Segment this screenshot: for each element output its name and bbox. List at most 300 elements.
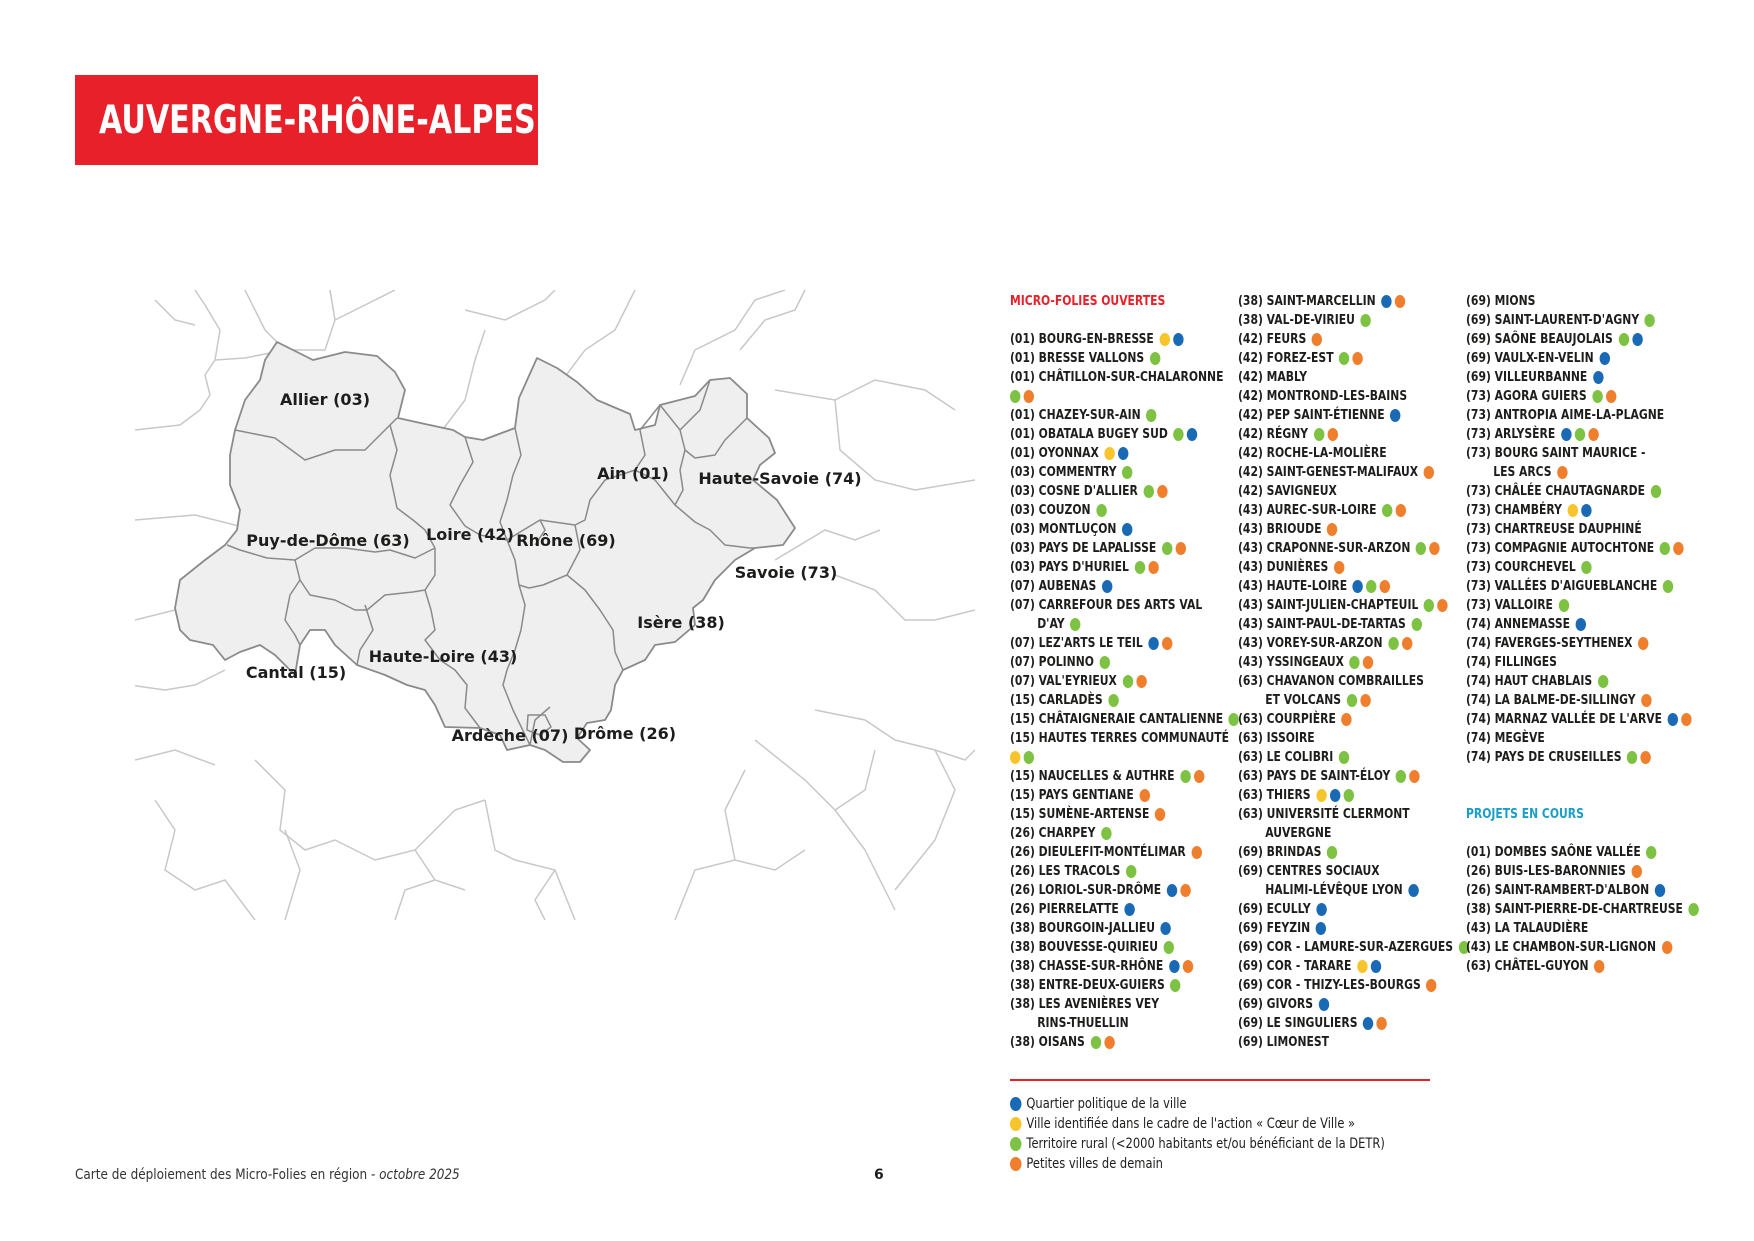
label-savoie: Savoie (73) xyxy=(734,563,838,582)
entry-label: (73) COURCHEVEL xyxy=(1466,559,1576,575)
status-dot-orange-icon xyxy=(1182,960,1192,973)
micro-folie-entry xyxy=(1466,463,1658,482)
status-dot-green-icon xyxy=(1090,1036,1100,1049)
entry-label: (42) FEURS xyxy=(1238,331,1307,347)
status-dot-green-icon xyxy=(1024,751,1034,764)
entry-label: (63) THIERS xyxy=(1238,787,1311,803)
status-dot-green-icon xyxy=(1343,789,1353,802)
entry-label: (01) CHÂTILLON-SUR-CHALARONNE xyxy=(1010,369,1224,385)
micro-folie-entry xyxy=(1238,653,1430,672)
status-dot-blue-icon xyxy=(1632,333,1642,346)
entry-label: (42) FOREZ-EST xyxy=(1238,350,1334,366)
micro-folie-entry xyxy=(1466,862,1658,881)
entry-label: (63) COURPIÈRE xyxy=(1238,711,1336,727)
entry-label: (43) SAINT-PAUL-DE-TARTAS xyxy=(1238,616,1406,632)
status-dot-green-icon xyxy=(1598,675,1608,688)
entry-label: (38) CHASSE-SUR-RHÔNE xyxy=(1010,958,1164,974)
micro-folie-entry xyxy=(1238,330,1430,349)
status-dot-orange-icon xyxy=(1438,599,1448,612)
status-dot-yellow-icon xyxy=(1104,447,1114,460)
status-dot-green-icon xyxy=(1581,561,1591,574)
status-dot-orange-icon xyxy=(1136,675,1146,688)
entry-label: (43) BRIOUDE xyxy=(1238,521,1322,537)
micro-folie-entry xyxy=(1010,501,1202,520)
micro-folie-entry xyxy=(1466,330,1658,349)
micro-folie-entry xyxy=(1238,995,1430,1014)
micro-folie-entry xyxy=(1010,406,1202,425)
status-dot-green-icon xyxy=(1350,656,1360,669)
status-dot-orange-icon xyxy=(1377,1017,1387,1030)
spacer xyxy=(1466,824,1706,843)
entry-label: LES ARCS xyxy=(1493,464,1552,480)
legend-dot-blue-icon xyxy=(1010,1097,1021,1111)
status-dot-green-icon xyxy=(1162,542,1172,555)
micro-folie-entry xyxy=(1238,862,1430,881)
micro-folie-entry xyxy=(1466,729,1658,748)
entry-label: (07) CARREFOUR DES ARTS VAL xyxy=(1010,597,1203,613)
status-dot-orange-icon xyxy=(1426,979,1436,992)
status-dot-blue-icon xyxy=(1316,903,1326,916)
status-dot-green-icon xyxy=(1096,504,1106,517)
micro-folie-entry xyxy=(1238,710,1430,729)
status-dot-green-icon xyxy=(1010,390,1020,403)
label-rhone: Rhône (69) xyxy=(516,531,616,550)
label-allier: Allier (03) xyxy=(279,390,371,409)
status-dot-orange-icon xyxy=(1430,542,1440,555)
footer-caption-text: Carte de déploiement des Micro-Folies en région - xyxy=(75,1167,376,1183)
status-dot-blue-icon xyxy=(1593,371,1603,384)
status-dot-orange-icon xyxy=(1155,808,1165,821)
spacer xyxy=(1466,786,1706,805)
entry-label: (42) MONTROND-LES-BAINS xyxy=(1238,388,1408,404)
micro-folie-entry xyxy=(1466,292,1658,311)
status-dot-blue-icon xyxy=(1316,922,1326,935)
status-dot-orange-icon xyxy=(1312,333,1322,346)
micro-folie-entry xyxy=(1010,957,1202,976)
entry-label: (69) LE SINGULIERS xyxy=(1238,1015,1358,1031)
legend-dot-green-icon xyxy=(1010,1137,1021,1151)
micro-folie-entry xyxy=(1010,444,1202,463)
entry-label: (07) AUBENAS xyxy=(1010,578,1097,594)
status-dot-orange-icon xyxy=(1175,542,1185,555)
status-dot-orange-icon xyxy=(1180,884,1190,897)
label-ain: Ain (01) xyxy=(597,464,669,483)
label-puy-de-dome: Puy-de-Dôme (63) xyxy=(246,531,410,550)
entry-label: (73) BOURG SAINT MAURICE - xyxy=(1466,445,1646,461)
entry-label: (43) LA TALAUDIÈRE xyxy=(1466,920,1589,936)
status-dot-orange-icon xyxy=(1341,713,1351,726)
entry-label: (15) SUMÈNE-ARTENSE xyxy=(1010,806,1150,822)
micro-folie-entry xyxy=(1010,919,1202,938)
status-dot-orange-icon xyxy=(1594,960,1604,973)
entry-label: (26) LES TRACOLS xyxy=(1010,863,1121,879)
status-dot-blue-icon xyxy=(1561,428,1571,441)
micro-folie-entry xyxy=(1466,748,1658,767)
section-title-open: MICRO-FOLIES OUVERTES xyxy=(1010,293,1166,309)
spacer xyxy=(1010,311,1250,330)
micro-folie-entry xyxy=(1010,881,1202,900)
entry-label: (69) FEYZIN xyxy=(1238,920,1311,936)
entry-label: (38) ENTRE-DEUX-GUIERS xyxy=(1010,977,1165,993)
micro-folie-entry xyxy=(1466,938,1658,957)
status-dot-green-icon xyxy=(1150,352,1160,365)
micro-folie-entry xyxy=(1010,729,1230,748)
status-dot-orange-icon xyxy=(1631,865,1641,878)
micro-folie-entry xyxy=(1010,596,1202,615)
micro-folie-entry xyxy=(1010,805,1202,824)
micro-folie-entry xyxy=(1238,976,1430,995)
status-dot-green-icon xyxy=(1339,352,1349,365)
entry-label: (73) CHÂLÉE CHAUTAGNARDE xyxy=(1466,483,1645,499)
label-loire: Loire (42) xyxy=(426,525,514,544)
micro-folie-entry xyxy=(1238,292,1430,311)
entry-label: (03) COMMENTRY xyxy=(1010,464,1117,480)
micro-folie-entry xyxy=(1466,482,1658,501)
entry-label: (69) VILLEURBANNE xyxy=(1466,369,1588,385)
entry-label: (73) VALLOIRE xyxy=(1466,597,1553,613)
status-dot-green-icon xyxy=(1663,580,1673,593)
micro-folie-entry xyxy=(1466,577,1658,596)
entry-label: (42) PEP SAINT-ÉTIENNE xyxy=(1238,407,1385,423)
region-title: AUVERGNE-RHÔNE-ALPES xyxy=(99,97,536,143)
entry-label: (38) SAINT-PIERRE-DE-CHARTREUSE xyxy=(1466,901,1683,917)
legend-label: Quartier politique de la ville xyxy=(1026,1096,1187,1112)
micro-folie-entry xyxy=(1466,653,1658,672)
micro-folie-entry xyxy=(1466,406,1665,425)
entry-label: (42) SAVIGNEUX xyxy=(1238,483,1337,499)
micro-folie-entry xyxy=(1238,767,1430,786)
entry-label: (69) CENTRES SOCIAUX xyxy=(1238,863,1380,879)
entry-label: (63) LE COLIBRI xyxy=(1238,749,1334,765)
entry-label: (26) SAINT-RAMBERT-D'ALBON xyxy=(1466,882,1650,898)
status-dot-orange-icon xyxy=(1194,770,1204,783)
status-dot-blue-icon xyxy=(1319,998,1329,1011)
micro-folie-entry xyxy=(1238,938,1454,957)
status-dot-green-icon xyxy=(1070,618,1080,631)
micro-folie-entry xyxy=(1010,368,1224,387)
micro-folie-entry xyxy=(1010,330,1202,349)
micro-folie-entry xyxy=(1238,634,1430,653)
micro-folie-entry xyxy=(1466,368,1658,387)
status-dot-blue-icon xyxy=(1148,637,1158,650)
micro-folie-entry xyxy=(1238,444,1430,463)
legend-label: Territoire rural (<2000 habitants et/ou bénéficiant de la DETR) xyxy=(1026,1136,1385,1152)
entry-label: (63) CHÂTEL-GUYON xyxy=(1466,958,1589,974)
entry-label: (42) RÉGNY xyxy=(1238,426,1309,442)
entry-label: (01) CHAZEY-SUR-AIN xyxy=(1010,407,1141,423)
status-dot-blue-icon xyxy=(1576,618,1586,631)
entry-label: (42) SAINT-GENEST-MALIFAUX xyxy=(1238,464,1419,480)
status-dot-blue-icon xyxy=(1187,428,1197,441)
micro-folie-entry xyxy=(1238,824,1430,843)
legend xyxy=(1010,1094,1467,1174)
status-dot-green-icon xyxy=(1173,428,1183,441)
status-dot-orange-icon xyxy=(1157,485,1167,498)
status-dot-green-icon xyxy=(1339,751,1349,764)
entry-label: (74) FAVERGES-SEYTHENEX xyxy=(1466,635,1633,651)
micro-folie-entry xyxy=(1238,615,1430,634)
entry-label: (63) CHAVANON COMBRAILLES xyxy=(1238,673,1424,689)
micro-folie-entry xyxy=(1238,748,1430,767)
entry-label: AUVERGNE xyxy=(1265,825,1332,841)
entry-label: (73) ANTROPIA AIME-LA-PLAGNE xyxy=(1466,407,1665,423)
status-dot-orange-icon xyxy=(1148,561,1158,574)
status-dot-blue-icon xyxy=(1599,352,1609,365)
label-cantal: Cantal (15) xyxy=(245,663,347,682)
micro-folie-entry xyxy=(1010,843,1202,862)
entry-label: (69) MIONS xyxy=(1466,293,1536,309)
micro-folie-entry xyxy=(1238,577,1430,596)
entry-label: (26) PIERRELATTE xyxy=(1010,901,1119,917)
status-dot-blue-icon xyxy=(1118,447,1128,460)
micro-folie-entry xyxy=(1010,387,1202,406)
status-dot-orange-icon xyxy=(1641,694,1651,707)
entry-label: (15) NAUCELLES & AUTHRE xyxy=(1010,768,1175,784)
status-dot-orange-icon xyxy=(1024,390,1034,403)
status-dot-orange-icon xyxy=(1424,466,1434,479)
status-dot-green-icon xyxy=(1627,751,1637,764)
micro-folie-entry xyxy=(1238,501,1430,520)
entry-label: D'AY xyxy=(1037,616,1065,632)
status-dot-orange-icon xyxy=(1334,561,1344,574)
micro-folie-entry xyxy=(1010,862,1202,881)
entry-label: (69) GIVORS xyxy=(1238,996,1313,1012)
status-dot-green-icon xyxy=(1164,941,1174,954)
entry-label: (15) CHÂTAIGNERAIE CANTALIENNE xyxy=(1010,711,1224,727)
entry-label: (38) SAINT-MARCELLIN xyxy=(1238,293,1376,309)
micro-folie-entry xyxy=(1466,843,1658,862)
entry-label: (01) BRESSE VALLONS xyxy=(1010,350,1145,366)
status-dot-yellow-icon xyxy=(1567,504,1577,517)
listing-column-3 xyxy=(1466,292,1706,976)
micro-folie-entry xyxy=(1466,881,1658,900)
entry-label: (73) VALLÉES D'AIGUEBLANCHE xyxy=(1466,578,1658,594)
entry-label: (69) COR - THIZY-LES-BOURGS xyxy=(1238,977,1421,993)
status-dot-orange-icon xyxy=(1191,846,1201,859)
entry-label: (43) VOREY-SUR-ARZON xyxy=(1238,635,1383,651)
status-dot-orange-icon xyxy=(1380,580,1390,593)
spacer xyxy=(1466,767,1706,786)
status-dot-green-icon xyxy=(1660,542,1670,555)
entry-label: RINS-THUELLIN xyxy=(1037,1015,1129,1031)
entry-label: (69) COR - TARARE xyxy=(1238,958,1352,974)
status-dot-orange-icon xyxy=(1641,751,1651,764)
status-dot-green-icon xyxy=(1416,542,1426,555)
micro-folie-entry xyxy=(1238,349,1430,368)
status-dot-green-icon xyxy=(1143,485,1153,498)
status-dot-blue-icon xyxy=(1581,504,1591,517)
legend-item xyxy=(1010,1114,1385,1134)
entry-label: (43) CRAPONNE-SUR-ARZON xyxy=(1238,540,1411,556)
entry-label: (38) OISANS xyxy=(1010,1034,1085,1050)
micro-folie-entry xyxy=(1466,387,1658,406)
entry-label: (43) LE CHAMBON-SUR-LIGNON xyxy=(1466,939,1657,955)
entry-label: (38) VAL-DE-VIRIEU xyxy=(1238,312,1355,328)
entry-label: (43) SAINT-JULIEN-CHAPTEUIL xyxy=(1238,597,1419,613)
entry-label: (43) HAUTE-LOIRE xyxy=(1238,578,1348,594)
micro-folie-entry xyxy=(1238,1014,1430,1033)
legend-divider xyxy=(1010,1079,1430,1081)
micro-folie-entry xyxy=(1238,805,1430,824)
entry-label: (07) VAL'EYRIEUX xyxy=(1010,673,1117,689)
micro-folie-entry xyxy=(1466,311,1658,330)
entry-label: (15) HAUTES TERRES COMMUNAUTÉ xyxy=(1010,730,1230,746)
micro-folie-entry xyxy=(1466,520,1658,539)
status-dot-green-icon xyxy=(1645,314,1655,327)
status-dot-green-icon xyxy=(1180,770,1190,783)
entry-label: (63) ISSOIRE xyxy=(1238,730,1315,746)
micro-folie-entry xyxy=(1238,900,1430,919)
entry-label: (01) OBATALA BUGEY SUD xyxy=(1010,426,1168,442)
status-dot-green-icon xyxy=(1122,466,1132,479)
micro-folie-entry xyxy=(1010,558,1202,577)
entry-label: (26) BUIS-LES-BARONNIES xyxy=(1466,863,1626,879)
legend-item xyxy=(1010,1094,1385,1114)
micro-folie-entry xyxy=(1238,691,1430,710)
entry-label: (69) VAULX-EN-VELIN xyxy=(1466,350,1594,366)
entry-label: (43) DUNIÈRES xyxy=(1238,559,1329,575)
status-dot-green-icon xyxy=(1135,561,1145,574)
micro-folie-entry xyxy=(1466,710,1663,729)
micro-folie-entry xyxy=(1010,995,1202,1014)
micro-folie-entry xyxy=(1466,691,1658,710)
status-dot-orange-icon xyxy=(1139,789,1149,802)
status-dot-green-icon xyxy=(1108,694,1118,707)
entry-label: (74) MEGÈVE xyxy=(1466,730,1545,746)
micro-folie-entry xyxy=(1010,1014,1202,1033)
status-dot-blue-icon xyxy=(1124,903,1134,916)
status-dot-green-icon xyxy=(1592,390,1602,403)
status-dot-green-icon xyxy=(1122,675,1132,688)
entry-label: (03) MONTLUÇON xyxy=(1010,521,1117,537)
status-dot-orange-icon xyxy=(1588,428,1598,441)
entry-label: (38) BOUVESSE-QUIRIEU xyxy=(1010,939,1158,955)
status-dot-green-icon xyxy=(1101,827,1111,840)
micro-folie-entry xyxy=(1466,596,1658,615)
status-dot-blue-icon xyxy=(1102,580,1112,593)
entry-label: (01) DOMBES SAÔNE VALLÉE xyxy=(1466,844,1641,860)
status-dot-orange-icon xyxy=(1162,637,1172,650)
status-dot-orange-icon xyxy=(1557,466,1567,479)
micro-folie-entry xyxy=(1238,558,1430,577)
legend-label: Ville identifiée dans le cadre de l'action « Cœur de Ville » xyxy=(1026,1116,1356,1132)
status-dot-green-icon xyxy=(1314,428,1324,441)
micro-folie-entry xyxy=(1010,539,1202,558)
micro-folie-entry xyxy=(1238,672,1430,691)
entry-label: (03) COSNE D'ALLIER xyxy=(1010,483,1138,499)
label-drome: Drôme (26) xyxy=(573,724,677,743)
micro-folie-entry xyxy=(1238,843,1430,862)
legend-dot-orange-icon xyxy=(1010,1157,1021,1171)
status-dot-green-icon xyxy=(1424,599,1434,612)
label-haute-savoie: Haute-Savoie (74) xyxy=(698,469,862,488)
status-dot-green-icon xyxy=(1146,409,1156,422)
legend-label: Petites villes de demain xyxy=(1026,1156,1163,1172)
entry-label: (38) BOURGOIN-JALLIEU xyxy=(1010,920,1156,936)
entry-label: (69) COR - LAMURE-SUR-AZERGUES xyxy=(1238,939,1454,955)
listing-column-1 xyxy=(1010,292,1250,1052)
micro-folie-entry xyxy=(1010,938,1202,957)
micro-folie-entry xyxy=(1010,767,1202,786)
legend-dot-yellow-icon xyxy=(1010,1117,1021,1131)
entry-label: (07) LEZ'ARTS LE TEIL xyxy=(1010,635,1143,651)
status-dot-blue-icon xyxy=(1408,884,1418,897)
micro-folie-entry xyxy=(1238,425,1430,444)
status-dot-orange-icon xyxy=(1396,504,1406,517)
micro-folie-entry xyxy=(1466,615,1658,634)
micro-folie-entry xyxy=(1238,786,1430,805)
status-dot-blue-icon xyxy=(1668,713,1678,726)
micro-folie-entry xyxy=(1466,558,1658,577)
status-dot-green-icon xyxy=(1688,903,1698,916)
entry-label: HALIMI-LÉVÊQUE LYON xyxy=(1265,882,1403,898)
entry-label: (42) ROCHE-LA-MOLIÈRE xyxy=(1238,445,1387,461)
status-dot-green-icon xyxy=(1396,770,1406,783)
status-dot-orange-icon xyxy=(1662,941,1672,954)
micro-folie-entry xyxy=(1238,368,1430,387)
entry-label: (73) COMPAGNIE AUTOCHTONE xyxy=(1466,540,1655,556)
entry-label: (74) PAYS DE CRUSEILLES xyxy=(1466,749,1622,765)
status-dot-green-icon xyxy=(1574,428,1584,441)
status-dot-green-icon xyxy=(1361,314,1371,327)
entry-label: (74) HAUT CHABLAIS xyxy=(1466,673,1593,689)
entry-label: (69) BRINDAS xyxy=(1238,844,1322,860)
entry-label: (01) OYONNAX xyxy=(1010,445,1099,461)
entry-label: (69) SAINT-LAURENT-D'AGNY xyxy=(1466,312,1640,328)
entry-label: (15) CARLADÈS xyxy=(1010,692,1103,708)
label-haute-loire: Haute-Loire (43) xyxy=(368,647,518,666)
micro-folie-entry xyxy=(1466,425,1658,444)
entry-label: (03) COUZON xyxy=(1010,502,1091,518)
status-dot-orange-icon xyxy=(1606,390,1616,403)
status-dot-yellow-icon xyxy=(1010,751,1020,764)
entry-label: (26) CHARPEY xyxy=(1010,825,1096,841)
entry-label: ET VOLCANS xyxy=(1265,692,1342,708)
entry-label: (26) LORIOL-SUR-DRÔME xyxy=(1010,882,1162,898)
status-dot-orange-icon xyxy=(1402,637,1412,650)
entry-label: (07) POLINNO xyxy=(1010,654,1094,670)
entry-label: (63) PAYS DE SAINT-ÉLOY xyxy=(1238,768,1391,784)
status-dot-green-icon xyxy=(1411,618,1421,631)
micro-folie-entry xyxy=(1238,463,1430,482)
entry-label: (15) PAYS GENTIANE xyxy=(1010,787,1134,803)
micro-folie-entry xyxy=(1466,634,1658,653)
status-dot-orange-icon xyxy=(1363,656,1373,669)
micro-folie-entry xyxy=(1010,1033,1202,1052)
entry-label: (73) CHAMBÉRY xyxy=(1466,502,1562,518)
status-dot-green-icon xyxy=(1100,656,1110,669)
entry-label: (74) ANNEMASSE xyxy=(1466,616,1571,632)
status-dot-blue-icon xyxy=(1353,580,1363,593)
entry-label: (01) BOURG-EN-BRESSE xyxy=(1010,331,1154,347)
micro-folie-entry xyxy=(1238,919,1430,938)
status-dot-green-icon xyxy=(1559,599,1569,612)
status-dot-orange-icon xyxy=(1104,1036,1114,1049)
micro-folie-entry xyxy=(1238,729,1430,748)
micro-folie-entry xyxy=(1238,520,1430,539)
status-dot-orange-icon xyxy=(1360,694,1370,707)
micro-folie-entry xyxy=(1010,672,1202,691)
status-dot-orange-icon xyxy=(1327,428,1337,441)
micro-folie-entry xyxy=(1010,634,1202,653)
micro-folie-entry xyxy=(1466,444,1658,463)
micro-folie-entry xyxy=(1010,577,1202,596)
status-dot-blue-icon xyxy=(1330,789,1340,802)
micro-folie-entry xyxy=(1238,539,1430,558)
micro-folie-entry xyxy=(1238,1033,1430,1052)
entry-label: (74) FILLINGES xyxy=(1466,654,1557,670)
status-dot-blue-icon xyxy=(1161,922,1171,935)
